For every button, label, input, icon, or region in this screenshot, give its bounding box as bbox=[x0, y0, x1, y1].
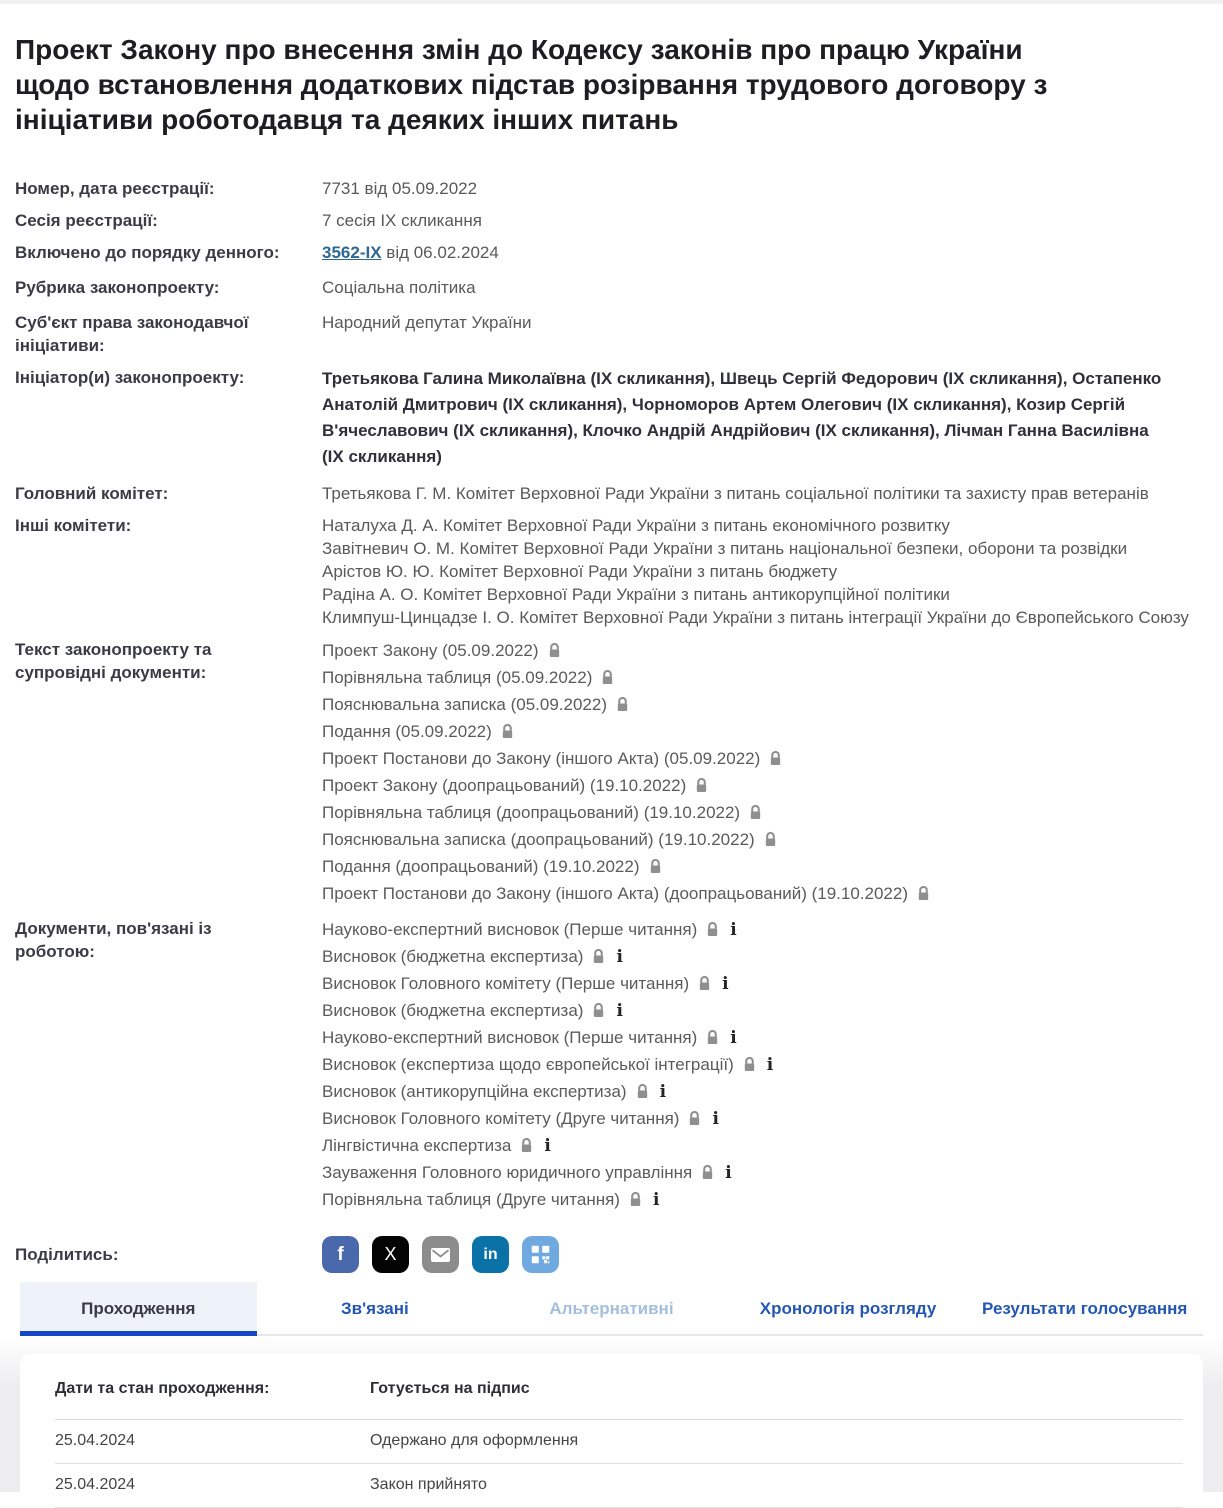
lock-icon bbox=[600, 667, 615, 692]
document-item bbox=[322, 881, 1208, 908]
tab-progress[interactable]: Проходження bbox=[20, 1282, 257, 1334]
info-icon[interactable]: i bbox=[616, 1001, 623, 1021]
info-icon[interactable]: i bbox=[730, 1028, 737, 1048]
field-label: Документи, пов'язані із роботою: bbox=[15, 919, 212, 961]
document-link[interactable]: Подання (доопрацьований) (19.10.2022) bbox=[322, 857, 640, 876]
tab-alternatives[interactable]: Альтернативні bbox=[549, 1299, 674, 1318]
share-label: Поділитись: bbox=[15, 1245, 119, 1264]
progress-section bbox=[0, 1336, 1223, 1492]
lock-icon bbox=[748, 802, 763, 827]
linkedin-icon: in bbox=[483, 1246, 498, 1263]
lock-icon bbox=[763, 829, 778, 854]
committee-list bbox=[322, 514, 1208, 629]
document-item bbox=[322, 944, 1208, 971]
share-section bbox=[15, 1236, 1208, 1273]
document-item bbox=[322, 1187, 1208, 1214]
committee-line: Арістов Ю. Ю. Комітет Верховної Ради України з питань бюджету bbox=[322, 562, 838, 581]
field-registration bbox=[15, 177, 1208, 200]
document-link[interactable]: Подання (05.09.2022) bbox=[322, 722, 492, 741]
document-link[interactable]: Порівняльна таблиця (Друге читання) bbox=[322, 1190, 620, 1209]
field-value: Третьякова Г. М. Комітет Верховної Ради України з питань соціальної політики та захисту прав ветеранів bbox=[322, 484, 1149, 503]
field-label: Суб'єкт права законодавчої ініціативи: bbox=[15, 313, 249, 355]
info-icon[interactable]: i bbox=[712, 1109, 719, 1129]
committee-line: Наталуха Д. А. Комітет Верховної Ради України з питань економічного розвитку bbox=[322, 516, 950, 535]
document-link[interactable]: Висновок Головного комітету (Друге читання) bbox=[322, 1109, 680, 1128]
document-link[interactable]: Науково-експертний висновок (Перше читання) bbox=[322, 1028, 698, 1047]
lock-icon bbox=[615, 694, 630, 719]
tab-related[interactable]: Зв'язані bbox=[341, 1299, 409, 1318]
lock-icon bbox=[591, 946, 606, 971]
email-icon bbox=[430, 1247, 451, 1263]
field-label: Текст законопроекту та супровідні документи: bbox=[15, 640, 212, 682]
document-link[interactable]: Висновок (антикорупційна експертиза) bbox=[322, 1082, 627, 1101]
share-email-button[interactable] bbox=[422, 1236, 459, 1273]
field-agenda bbox=[15, 241, 1208, 264]
work-document-list bbox=[322, 917, 1208, 1214]
field-value: 7 сесія IX скликання bbox=[322, 211, 482, 230]
field-value: Соціальна політика bbox=[322, 278, 476, 297]
document-link[interactable]: Проект Закону (доопрацьований) (19.10.2022) bbox=[322, 776, 687, 795]
progress-header-dates: Дати та стан проходження: bbox=[55, 1380, 270, 1397]
tab-chronology[interactable]: Хронологія розгляду bbox=[759, 1299, 937, 1318]
bill-page bbox=[0, 4, 1223, 1282]
field-session bbox=[15, 209, 1208, 232]
document-item bbox=[322, 692, 1208, 719]
field-other-committees bbox=[15, 514, 1208, 629]
facebook-icon: f bbox=[337, 1244, 344, 1265]
field-work-documents bbox=[15, 917, 1208, 1214]
document-link[interactable]: Лінгвістична експертиза bbox=[322, 1136, 512, 1155]
document-item bbox=[322, 1133, 1208, 1160]
lock-icon bbox=[547, 640, 562, 665]
lock-icon bbox=[519, 1135, 534, 1160]
progress-row-status: Одержано для оформлення bbox=[370, 1432, 579, 1449]
lock-icon bbox=[694, 775, 709, 800]
document-link[interactable]: Порівняльна таблиця (доопрацьований) (19.10.2022) bbox=[322, 803, 741, 822]
document-item bbox=[322, 917, 1208, 944]
share-facebook-button[interactable] bbox=[322, 1236, 359, 1273]
page-title: Проект Закону про внесення змін до Кодексу законів про працю України щодо встановлення додаткових підстав розірвання трудового договору з ініціативи роботодавця та деяких інших питань bbox=[15, 34, 1048, 135]
lock-icon bbox=[916, 883, 931, 908]
field-value: Третьякова Галина Миколаївна (IX скликання), Швець Сергій Федорович (IX скликання), Остапенко Анатолій Дмитрович (IX скликання), Чорноморов Артем Олегович (IX скликання), Козир Сергій В'ячеславович (IX скликання), Клочко Андрій Андрійович (IX скликання), Лічман Ганна Василівна (IX скликання) bbox=[322, 369, 1162, 466]
document-link[interactable]: Науково-експертний висновок (Перше читання) bbox=[322, 920, 698, 939]
document-item bbox=[322, 1079, 1208, 1106]
lock-icon bbox=[648, 856, 663, 881]
field-main-committee bbox=[15, 482, 1208, 505]
field-value bbox=[322, 241, 1208, 264]
committee-line: Радіна А. О. Комітет Верховної Ради України з питань антикорупційної політики bbox=[322, 585, 950, 604]
tab-voting-results[interactable]: Результати голосування bbox=[982, 1299, 1188, 1318]
lock-icon bbox=[705, 1027, 720, 1052]
document-link[interactable]: Проект Постанови до Закону (іншого Акта) (05.09.2022) bbox=[322, 749, 761, 768]
info-icon[interactable]: i bbox=[652, 1190, 660, 1210]
document-item bbox=[322, 773, 1208, 800]
bill-document-list bbox=[322, 638, 1208, 908]
agenda-date: від 06.02.2024 bbox=[386, 243, 499, 262]
document-item bbox=[322, 719, 1208, 746]
field-label: Ініціатор(и) законопроекту: bbox=[15, 368, 245, 387]
field-label: Головний комітет: bbox=[15, 484, 169, 503]
document-item bbox=[322, 854, 1208, 881]
tab-bar bbox=[20, 1282, 1203, 1336]
document-item bbox=[322, 971, 1208, 998]
lock-icon bbox=[700, 1162, 715, 1187]
lock-icon bbox=[591, 1000, 606, 1025]
document-link[interactable]: Порівняльна таблиця (05.09.2022) bbox=[322, 668, 593, 687]
committee-line: Климпуш-Цинцадзе І. О. Комітет Верховної Ради України з питань інтеграції України до Європейського Союзу bbox=[322, 608, 1189, 627]
document-link[interactable]: Висновок Головного комітету (Перше читання) bbox=[322, 974, 690, 993]
lock-icon bbox=[635, 1081, 650, 1106]
field-label: Включено до порядку денного: bbox=[15, 243, 280, 262]
lock-icon bbox=[500, 721, 515, 746]
document-item bbox=[322, 746, 1208, 773]
field-value: 7731 від 05.09.2022 bbox=[322, 179, 478, 198]
document-item bbox=[322, 998, 1208, 1025]
document-link[interactable]: Пояснювальна записка (доопрацьований) (19.10.2022) bbox=[322, 830, 755, 849]
bill-fields bbox=[15, 177, 1208, 1273]
field-value: Народний депутат України bbox=[322, 313, 532, 332]
document-item bbox=[322, 1160, 1208, 1187]
document-item bbox=[322, 1052, 1208, 1079]
document-link[interactable]: Проект Закону (05.09.2022) bbox=[322, 641, 539, 660]
lock-icon bbox=[768, 748, 783, 773]
share-linkedin-button[interactable] bbox=[472, 1236, 509, 1273]
document-item bbox=[322, 800, 1208, 827]
document-link[interactable]: Зауваження Головного юридичного управління bbox=[322, 1163, 693, 1182]
x-twitter-icon: X bbox=[384, 1244, 397, 1264]
document-link[interactable]: Проект Постанови до Закону (іншого Акта) (доопрацьований) (19.10.2022) bbox=[322, 884, 908, 903]
document-link[interactable]: Пояснювальна записка (05.09.2022) bbox=[322, 695, 607, 714]
agenda-law-link[interactable]: 3562-IX bbox=[322, 243, 382, 262]
field-label: Рубрика законопроекту: bbox=[15, 278, 220, 297]
lock-icon bbox=[697, 973, 712, 998]
bill-footer bbox=[0, 1282, 1223, 1492]
info-icon[interactable]: i bbox=[766, 1055, 774, 1075]
info-icon[interactable]: i bbox=[616, 947, 623, 967]
committee-line: Завітневич О. М. Комітет Верховної Ради України з питань національної безпеки, оборони та розвідки bbox=[322, 539, 1128, 558]
share-x-twitter-button[interactable] bbox=[372, 1236, 409, 1273]
progress-row-date: 25.04.2024 bbox=[55, 1476, 136, 1493]
field-rubric bbox=[15, 276, 1208, 299]
info-icon[interactable]: i bbox=[725, 1163, 732, 1183]
lock-icon bbox=[628, 1189, 643, 1214]
document-link[interactable]: Висновок (експертиза щодо європейської інтеграції) bbox=[322, 1055, 734, 1074]
field-label: Сесія реєстрації: bbox=[15, 211, 158, 230]
share-buttons bbox=[322, 1236, 1208, 1273]
document-item bbox=[322, 1106, 1208, 1133]
progress-row-status: Закон прийнято bbox=[370, 1476, 487, 1493]
document-link[interactable]: Висновок (бюджетна експертиза) bbox=[322, 947, 584, 966]
field-subject bbox=[15, 311, 1208, 357]
info-icon[interactable]: i bbox=[544, 1136, 551, 1156]
field-label: Номер, дата реєстрації: bbox=[15, 179, 215, 198]
progress-header-status: Готується на підпис bbox=[370, 1380, 530, 1397]
table-row bbox=[55, 1420, 1183, 1464]
lock-icon bbox=[705, 919, 720, 944]
document-item bbox=[322, 827, 1208, 854]
field-initiators bbox=[15, 366, 1208, 470]
field-label: Інші комітети: bbox=[15, 516, 132, 535]
document-link[interactable]: Висновок (бюджетна експертиза) bbox=[322, 1001, 584, 1020]
document-item bbox=[322, 1025, 1208, 1052]
qr-code-icon bbox=[530, 1244, 551, 1265]
document-item bbox=[322, 665, 1208, 692]
progress-card bbox=[20, 1354, 1203, 1492]
progress-row-date: 25.04.2024 bbox=[55, 1432, 136, 1449]
lock-icon bbox=[742, 1054, 757, 1079]
share-qr-code-button[interactable] bbox=[522, 1236, 559, 1273]
lock-icon bbox=[687, 1108, 702, 1133]
progress-table-header bbox=[55, 1380, 1183, 1420]
info-icon[interactable]: i bbox=[659, 1082, 667, 1102]
field-bill-documents bbox=[15, 638, 1208, 908]
info-icon[interactable]: i bbox=[730, 920, 737, 940]
table-row bbox=[55, 1464, 1183, 1508]
document-item bbox=[322, 638, 1208, 665]
info-icon[interactable]: i bbox=[722, 974, 729, 994]
